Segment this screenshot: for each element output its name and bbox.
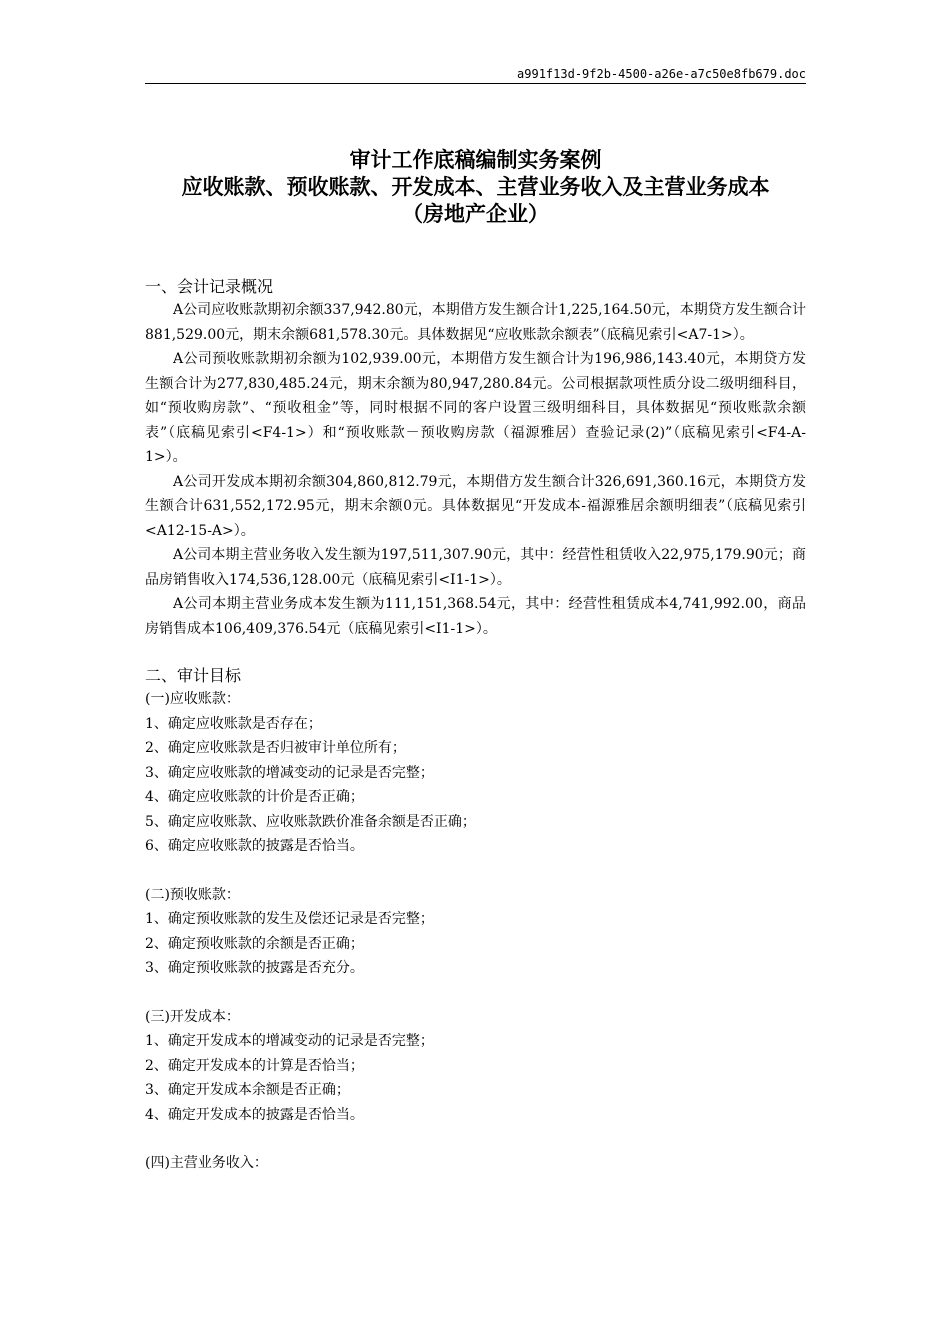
paragraph-main-business-cost: A公司本期主营业务成本发生额为111,151,368.54元，其中：经营性租赁成本4,741,992.00，商品房销售成本106,409,376.54元（底稿见索引<I1-1>）。	[145, 596, 806, 637]
list-item: 2、确定预收账款的余额是否正确；	[145, 935, 364, 952]
document-filename: a991f13d-9f2b-4500-a26e-a7c50e8fb679.doc	[517, 67, 806, 81]
list-item: 1、确定预收账款的发生及偿还记录是否完整；	[145, 911, 434, 927]
list-item: 2、确定开发成本的计算是否恰当；	[145, 1057, 364, 1074]
paragraph-development-cost: A公司开发成本期初余额304,860,812.79元，本期借方发生额合计326,691,360.16元，本期贷方发生额合计631,552,172.95元，期末余额0元。具体数据见“开发成本-福源雅居余额明细表”（底稿见索引<A12-15-A>）。	[145, 473, 806, 539]
group-label-development-cost: (三)开发成本：	[145, 1008, 240, 1025]
group-label-advances: (二)预收账款：	[145, 886, 240, 903]
section-heading-accounting-overview: 一、会计记录概况	[145, 277, 274, 296]
title-line-3: （房地产企业）	[402, 202, 549, 226]
list-item: 4、确定应收账款的计价是否正确；	[145, 789, 364, 805]
paragraph-main-business-revenue: A公司本期主营业务收入发生额为197,511,307.90元，其中：经营性租赁收入22,975,179.90元；商品房销售收入174,536,128.00元（底稿见索引<I1-1>）。	[145, 547, 806, 588]
title-line-2: 应收账款、预收账款、开发成本、主营业务收入及主营业务成本	[181, 175, 770, 199]
list-item: 1、确定应收账款是否存在；	[145, 715, 322, 732]
list-item: 3、确定预收账款的披露是否充分。	[145, 960, 364, 976]
document-body	[145, 276, 806, 1176]
group-label-receivables: (一)应收账款：	[145, 691, 240, 707]
header-divider	[145, 83, 806, 84]
list-item: 1、确定开发成本的增减变动的记录是否完整；	[145, 1033, 434, 1049]
list-item: 6、确定应收账款的披露是否恰当。	[145, 838, 364, 854]
paragraph-advances-from-customers: A公司预收账款期初余额为102,939.00元，本期借方发生额合计为196,986,143.40元，本期贷方发生额合计为277,830,485.24元，期末余额为80,947,280.84元。公司根据款项性质分设二级明细科目，如“预收购房款”、“预收租金”等，同时根据不同的客户设置三级明细科目，具体数据见“预收账款余额表”（底稿见索引<F4-1>）和“预收账款－预收购房款（福源雅居）查验记录(2)”（底稿见索引<F4-A-1>）。	[145, 351, 806, 465]
list-item: 3、确定应收账款的增减变动的记录是否完整；	[145, 764, 434, 781]
list-item: 5、确定应收账款、应收账款跌价准备余额是否正确；	[145, 813, 476, 830]
list-item: 3、确定开发成本余额是否正确；	[145, 1082, 350, 1098]
section-heading-audit-objectives: 二、审计目标	[145, 666, 242, 685]
group-label-main-business-revenue: (四)主营业务收入：	[145, 1155, 268, 1171]
title-line-1: 审计工作底稿编制实务案例	[349, 148, 602, 172]
document-title	[145, 147, 806, 228]
list-item: 2、确定应收账款是否归被审计单位所有；	[145, 740, 406, 756]
paragraph-accounts-receivable: A公司应收账款期初余额337,942.80元，本期借方发生额合计1,225,164.50元，本期贷方发生额合计881,529.00元，期末余额681,578.30元。具体数据见“应收账款余额表”（底稿见索引<A7-1>）。	[145, 302, 806, 343]
list-item: 4、确定开发成本的披露是否恰当。	[145, 1106, 364, 1123]
